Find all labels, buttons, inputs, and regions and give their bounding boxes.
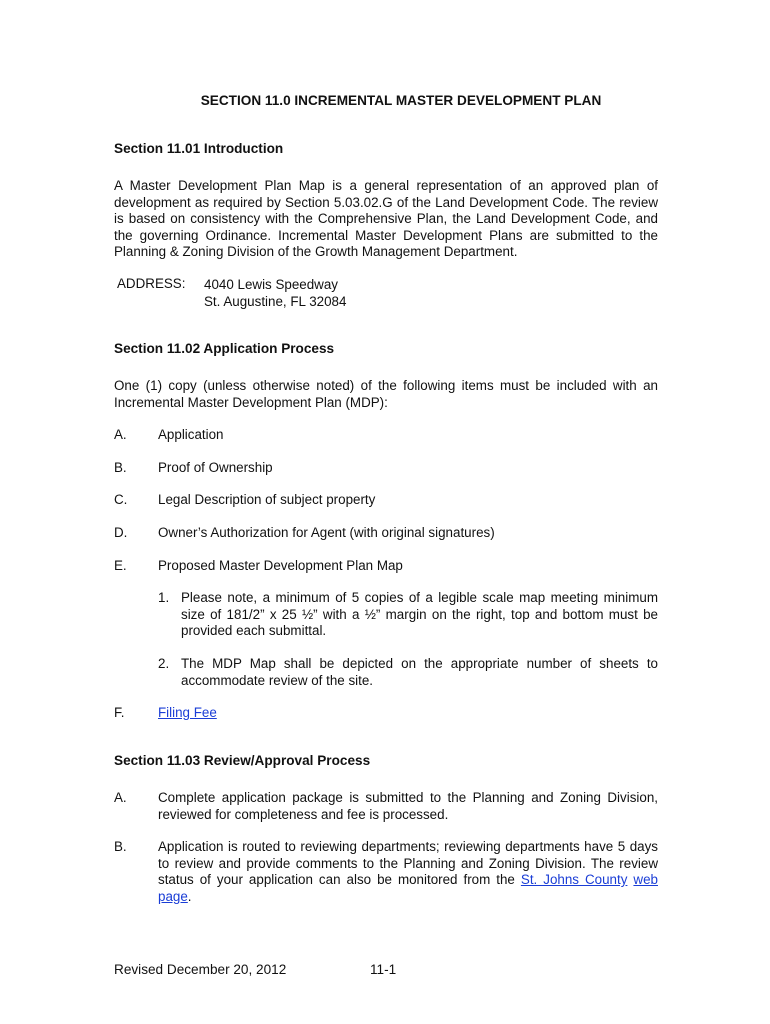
section-heading-application-process: Section 11.02 Application Process <box>114 341 335 356</box>
list-item-letter: F. <box>114 705 125 720</box>
sublist-item-map-sheets: The MDP Map shall be depicted on the appropriate number of sheets to accommodate review of the site. <box>181 656 658 688</box>
list-item-letter: B. <box>114 839 127 854</box>
address-block <box>204 276 346 310</box>
list-item-proposed-map: Proposed Master Development Plan Map <box>158 558 403 573</box>
list-item-letter: A. <box>114 427 127 442</box>
list-item-complete-package: Complete application package is submitted to the Planning and Zoning Division, reviewed for completeness and fee is processed. <box>158 790 658 822</box>
address-line-1: 4040 Lewis Speedway <box>204 277 338 292</box>
page-title: SECTION 11.0 INCREMENTAL MASTER DEVELOPMENT PLAN <box>200 93 602 108</box>
list-item-application: Application <box>158 427 224 442</box>
list-item-letter: B. <box>114 460 127 475</box>
sublist-item-number: 1. <box>158 590 170 605</box>
filing-fee-link[interactable]: Filing Fee <box>158 705 217 720</box>
sublist-item-number: 2. <box>158 656 170 671</box>
list-item-letter: A. <box>114 790 127 805</box>
sublist-item-map-copies: Please note, a minimum of 5 copies of a legible scale map meeting minimum size of 181/2” x 25 ½” with a ½” margin on the right, top and bottom must be provided each submittal. <box>181 590 658 638</box>
address-line-2: St. Augustine, FL 32084 <box>204 294 347 309</box>
list-item-owner-authorization: Owner’s Authorization for Agent (with original signatures) <box>158 525 495 540</box>
section-heading-introduction: Section 11.01 Introduction <box>114 141 284 156</box>
list-item-routing <box>158 839 658 905</box>
st-johns-county-link[interactable]: St. Johns County <box>520 872 628 887</box>
section-heading-review-approval: Section 11.03 Review/Approval Process <box>114 753 371 768</box>
routing-text: Application is routed to reviewing departments; reviewing departments have 5 days to review and provide comments to the Planning and Zoning Division. The review status of your application can also be monitored from the <box>158 839 658 887</box>
address-label: ADDRESS: <box>117 276 186 291</box>
web-page-link[interactable]: web page <box>158 872 658 904</box>
footer-revised-date: Revised December 20, 2012 <box>114 962 287 977</box>
list-item-letter: C. <box>114 492 128 507</box>
list-item-legal-description: Legal Description of subject property <box>158 492 376 507</box>
footer-page-number: 11-1 <box>370 962 397 977</box>
list-item-filing-fee <box>158 705 658 722</box>
list-item-proof-of-ownership: Proof of Ownership <box>158 460 273 475</box>
routing-text-end: . <box>187 888 192 904</box>
introduction-paragraph: A Master Development Plan Map is a general representation of an approved plan of development as required by Section 5.03.02.G of the Land Development Code. The review is based on consistency with the Comprehensive Plan, the Land Development Code, and the governing Ordinance. Incremental Master Development Plans are submitted to the Planning & Zoning Division of the Growth Management Department. <box>114 178 658 259</box>
application-process-paragraph: One (1) copy (unless otherwise noted) of the following items must be included with an Incremental Master Development Plan (MDP): <box>114 378 658 410</box>
list-item-letter: D. <box>114 525 128 540</box>
list-item-letter: E. <box>114 558 127 573</box>
